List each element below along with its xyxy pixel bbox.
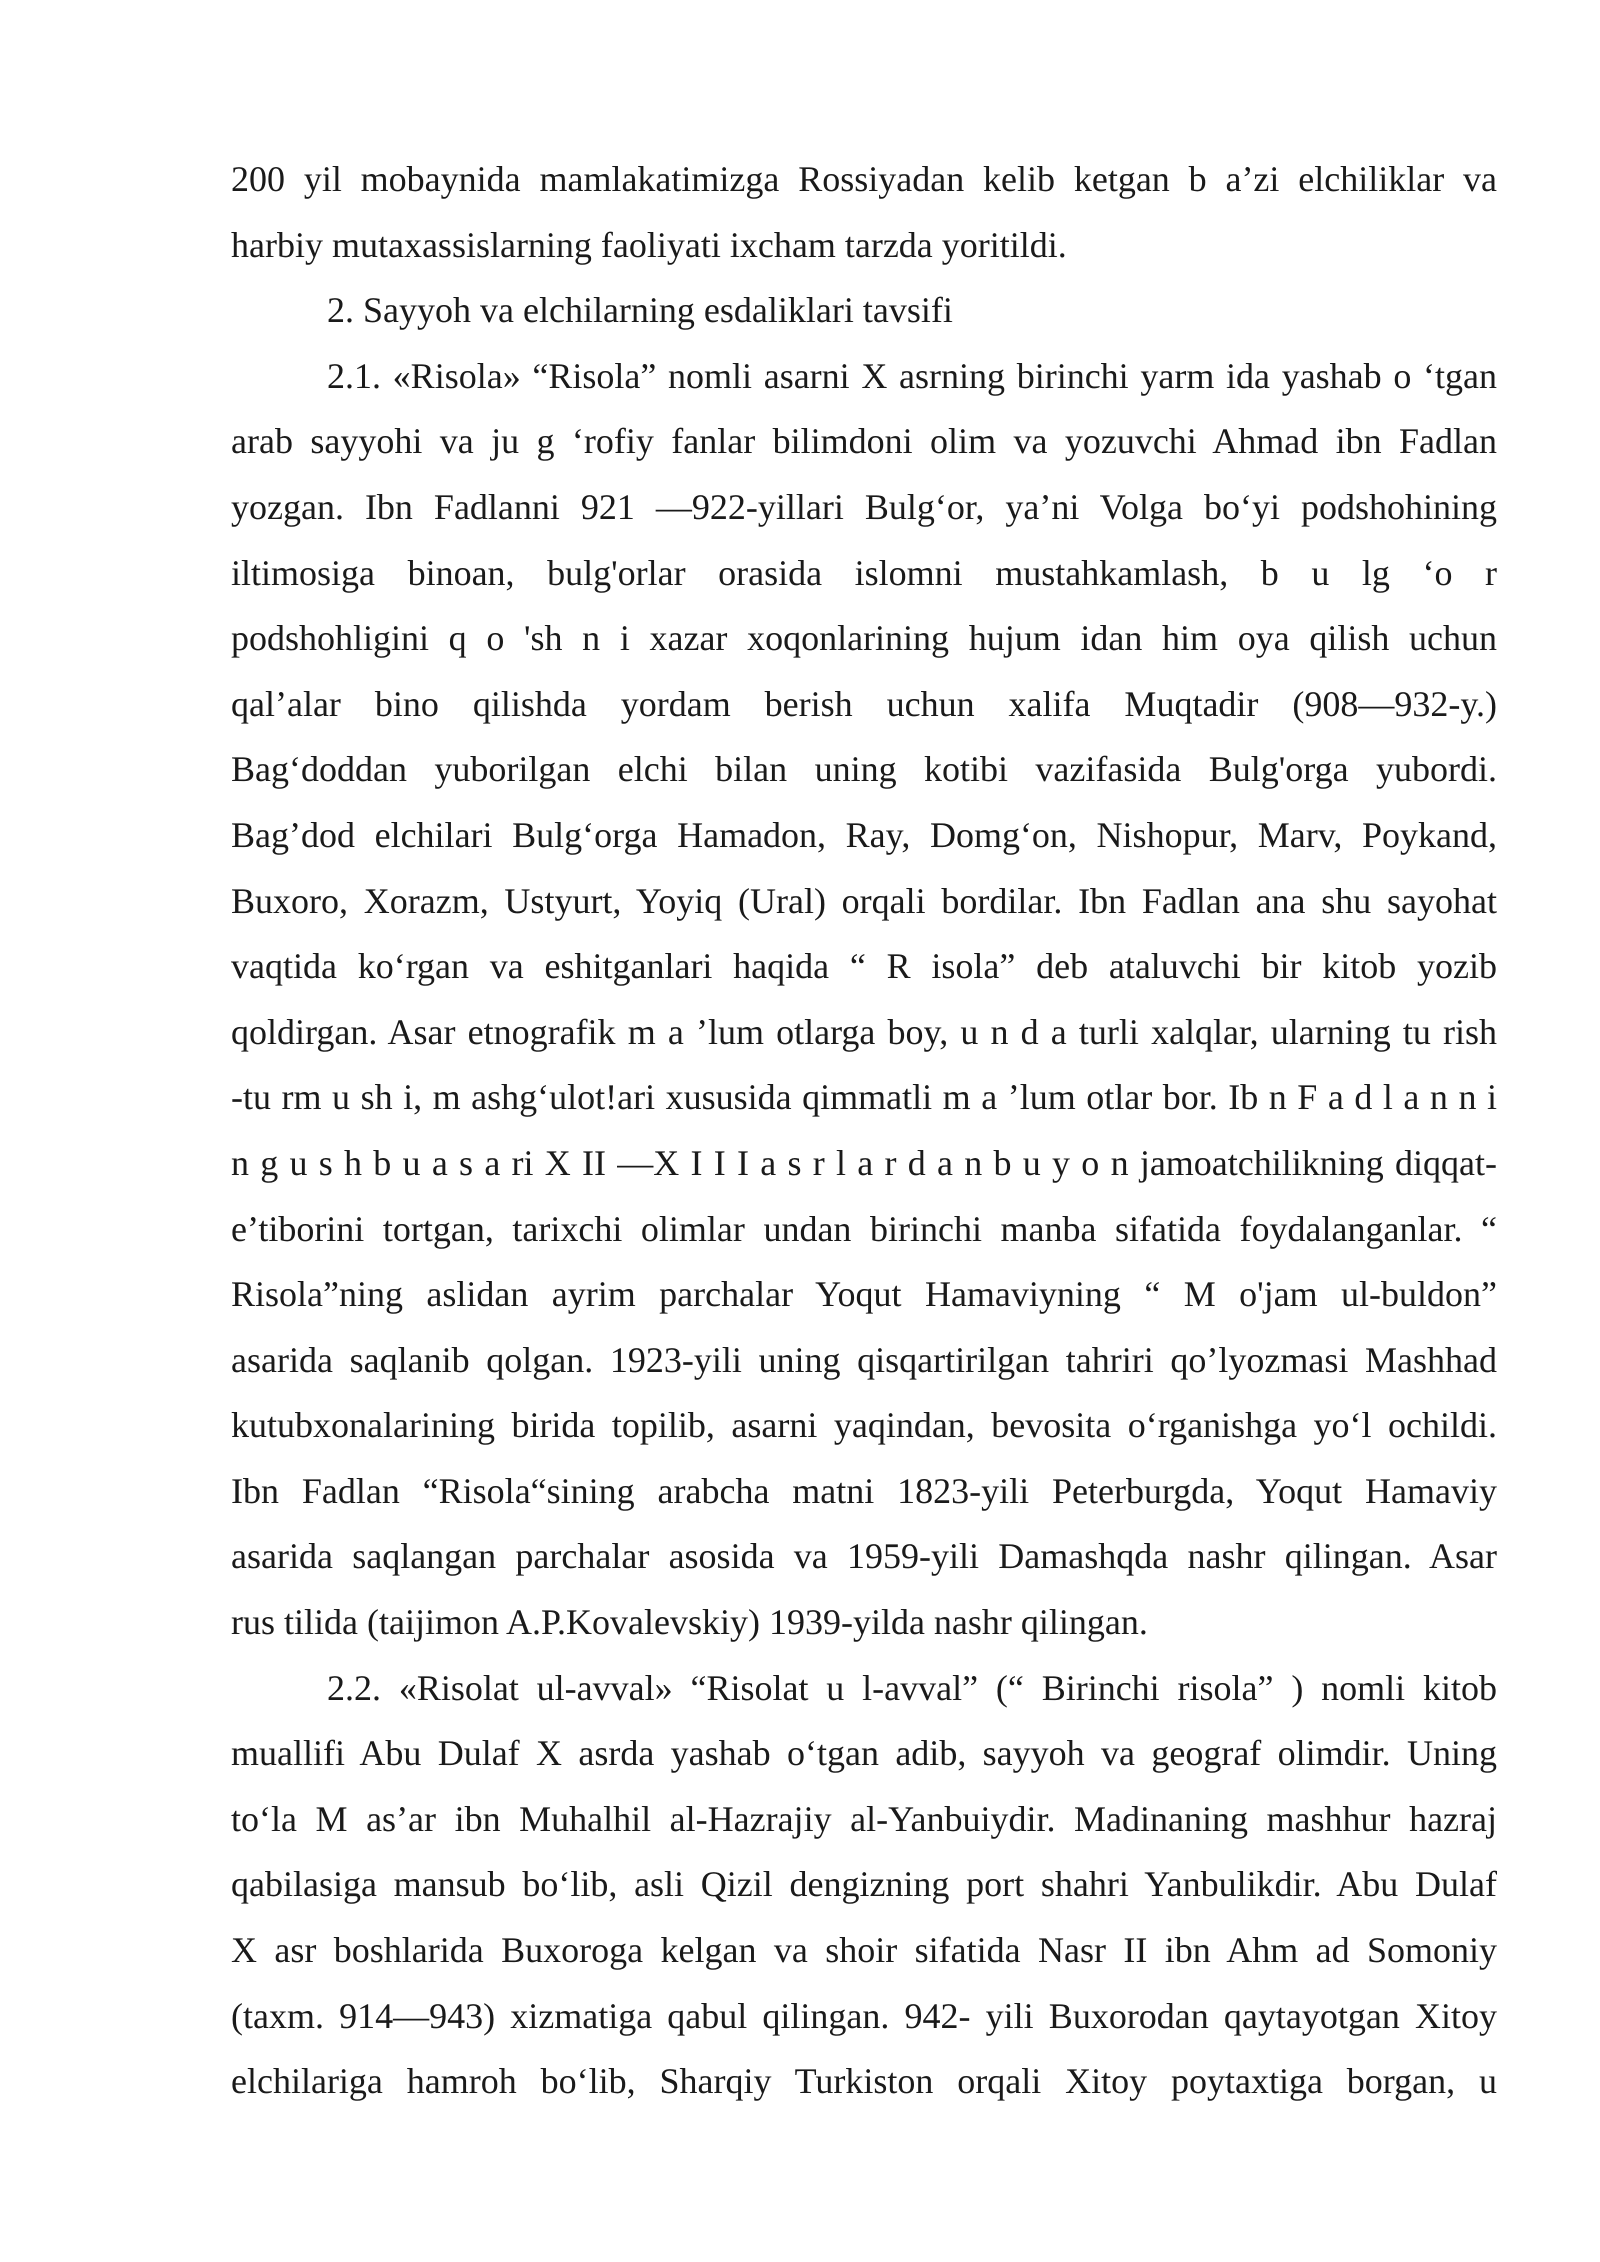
text-line: rus tilida (taijimon A.P.Kovalevskiy) 1939-yilda nashr qilingan. bbox=[231, 1602, 1148, 1643]
section-heading: 2. Sayyoh va elchilarning esdaliklari tavsifi bbox=[327, 290, 953, 331]
text-line: arab sayyohi va ju g ‘rofiy fanlar bilimdoni olim va yozuvchi Ahmad ibn Fadlan bbox=[231, 421, 1497, 462]
text-line: yozgan. Ibn Fadlanni 921 —922-yillari Bulg‘or, ya’ni Volga bo‘yi podshohining bbox=[231, 486, 1497, 527]
text-line: elchilariga hamroh bo‘lib, Sharqiy Turkiston orqali Xitoy poytaxtiga borgan, u bbox=[231, 2061, 1497, 2102]
text-line: Buxoro, Xorazm, Ustyurt, Yoyiq (Ural) orqali bordilar. Ibn Fadlan ana shu sayohat bbox=[231, 880, 1497, 921]
text-line: iltimosiga binoan, bulg'orlar orasida islomni mustahkamlash, b u lg ‘o r bbox=[231, 552, 1497, 593]
text-line: asarida saqlanib qolgan. 1923-yili uning qisqartirilgan tahriri qo’lyozmasi Mashhad bbox=[231, 1339, 1497, 1380]
text-line: qoldirgan. Asar etnografik m a ’lum otlarga boy, u n d a turli xalqlar, ularning tu rish bbox=[231, 1011, 1497, 1052]
text-line: Bag‘doddan yuborilgan elchi bilan uning kotibi vazifasida Bulg'orga yubordi. bbox=[231, 749, 1497, 790]
text-line: Ibn Fadlan “Risola“sining arabcha matni 1823-yili Peterburgda, Yoqut Hamaviy bbox=[231, 1470, 1497, 1511]
text-line: n g u s h b u a s a ri X II —X I I I a s r l a r d a n b u y o n jamoatchilikning diqqat- bbox=[231, 1142, 1497, 1183]
text-line: muallifi Abu Dulaf X asrda yashab o‘tgan adib, sayyoh va geograf olimdir. Uning bbox=[231, 1733, 1497, 1774]
text-line: Risola”ning aslidan ayrim parchalar Yoqut Hamaviyning “ M o'jam ul-buldon” bbox=[231, 1274, 1497, 1315]
text-line: vaqtida ko‘rgan va eshitganlari haqida “ R isola” deb ataluvchi bir kitob yozib bbox=[231, 946, 1497, 987]
text-line: qabilasiga mansub bo‘lib, asli Qizil dengizning port shahri Yanbulikdir. Abu Dulaf bbox=[231, 1864, 1497, 1905]
text-line: -tu rm u sh i, m ashg‘ulot!ari xususida qimmatli m a ’lum otlar bor. Ib n F a d l a n n i bbox=[231, 1077, 1497, 1118]
text-line: qal’alar bino qilishda yordam berish uchun xalifa Muqtadir (908—932-y.) bbox=[231, 683, 1497, 724]
text-line: asarida saqlangan parchalar asosida va 1959-yili Damashqda nashr qilingan. Asar bbox=[231, 1536, 1497, 1577]
text-line: (taxm. 914—943) xizmatiga qabul qilingan. 942- yili Buxorodan qaytayotgan Xitoy bbox=[231, 1995, 1497, 2036]
text-line: 200 yil mobaynida mamlakatimizga Rossiyadan kelib ketgan b a’zi elchiliklar va bbox=[231, 159, 1497, 199]
text-line: harbiy mutaxassislarning faoliyati ixcham tarzda yoritildi. bbox=[231, 224, 1067, 265]
text-line: X asr boshlarida Buxoroga kelgan va shoir sifatida Nasr II ibn Ahm ad Somoniy bbox=[231, 1930, 1497, 1971]
text-line: e’tiborini tortgan, tarixchi olimlar undan birinchi manba sifatida foydalanganlar. “ bbox=[231, 1208, 1497, 1249]
text-line: Bag’dod elchilari Bulg‘orga Hamadon, Ray, Domg‘on, Nishopur, Marv, Poykand, bbox=[231, 814, 1497, 855]
document-page bbox=[231, 147, 1497, 2115]
text-line: to‘la M as’ar ibn Muhalhil al-Hazrajiy al-Yanbuiydir. Madinaning mashhur hazraj bbox=[231, 1798, 1497, 1839]
text-line: 2.2. «Risolat ul-avval» “Risolat u l-avval” (“ Birinchi risola” ) nomli kitob bbox=[327, 1667, 1497, 1708]
text-line: kutubxonalarining birida topilib, asarni yaqindan, bevosita o‘rganishga yo‘l ochildi. bbox=[231, 1405, 1497, 1446]
text-line: podshohligini q o 'sh n i xazar xoqonlarining hujum idan him oya qilish uchun bbox=[231, 618, 1497, 659]
text-line: 2.1. «Risola» “Risola” nomli asarni X asrning birinchi yarm ida yashab o ‘tgan bbox=[327, 355, 1497, 396]
